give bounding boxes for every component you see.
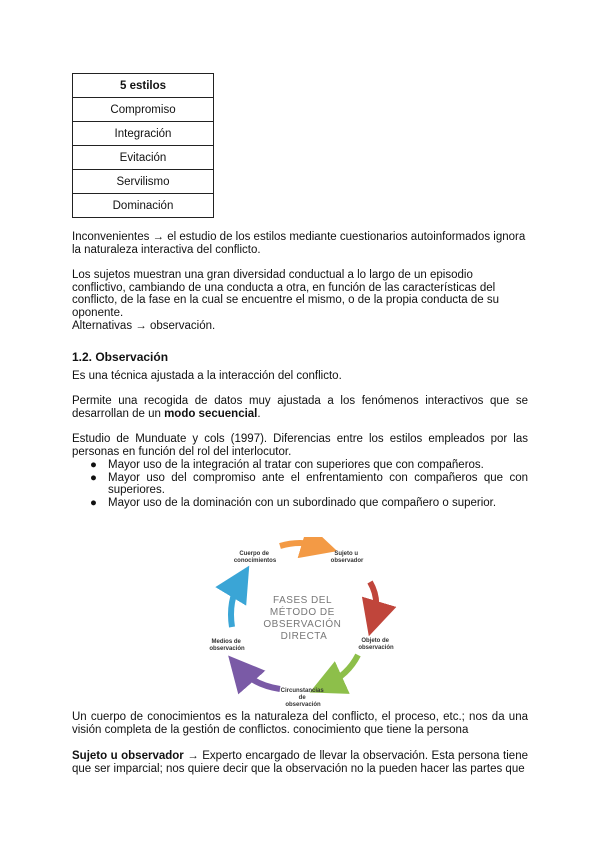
styles-table-cell: Integración: [73, 122, 214, 146]
styles-table: [72, 73, 214, 218]
bullet-text: Mayor uso de la integración al tratar con superiores que con compañeros.: [108, 459, 484, 471]
arrow-orange: [280, 543, 320, 546]
label-medios: [209, 639, 245, 652]
label-line: observación: [209, 646, 245, 652]
styles-table-cell: Evitación: [73, 146, 214, 170]
diagram-svg: [200, 537, 400, 709]
paragraph-sujetos: Los sujetos muestran una gran diversidad conductual a lo largo de un episodio conflictivo, cambiando de una conducta a otra, en función de las características del conflicto, de la fase en la cual se encuentre el mismo, o de la propia conducta de su oponente.: [72, 269, 500, 319]
label-line: observación: [285, 702, 321, 708]
label-line: Medios de: [211, 639, 241, 645]
diagram-center-title: [263, 595, 344, 642]
styles-table-cell: Compromiso: [73, 98, 214, 122]
label-line: Cuerpo de: [239, 551, 269, 557]
paragraph-estudio: Estudio de Munduate y cols (1997). Diferencias entre los estilos empleados por las personas en función del rol del interlocutor.: [72, 433, 528, 458]
paragraph-alternativas: Alternativas → observación.: [72, 320, 216, 332]
label-cuerpo: [234, 551, 277, 564]
bullet-text: Mayor uso de la dominación con un subordinado que compañero o superior.: [108, 496, 497, 509]
styles-table-cell: Dominación: [73, 194, 214, 218]
observation-phases-diagram: [200, 537, 400, 709]
bullet-icon: ●: [90, 496, 97, 509]
paragraph-cuerpo: Un cuerpo de conocimientos es la naturaleza del conflicto, el proceso, etc.; nos da una visión completa de la gestión de conflictos. conocimiento que tiene la persona: [72, 711, 528, 736]
section-heading: 1.2. Observación: [72, 350, 169, 364]
paragraph-sujeto-bold: Sujeto u observador: [72, 750, 184, 762]
paragraph-sujeto-text: → Experto encargado de llevar la observación. Esta persona tiene que ser imparcial; nos quiere decir que la observación no la pueden hacer las partes que: [72, 750, 528, 775]
paragraph-permite: [72, 395, 528, 420]
list-item: [72, 497, 528, 510]
list-item: [72, 459, 528, 472]
paragraph-inconvenientes: Inconvenientes → el estudio de los estilos mediante cuestionarios autoinformados ignora la naturaleza interactiva del conflicto.: [72, 231, 526, 256]
paragraph-permite-end: .: [257, 407, 261, 420]
label-line: Sujeto u: [334, 551, 358, 557]
paragraph-permite-text: Permite una recogida de datos muy ajustada a los fenómenos interactivos que se desarrollan de un: [72, 395, 528, 420]
list-item: [72, 472, 528, 497]
paragraph-sujeto-observador: [72, 750, 528, 775]
arrow-purple: [240, 669, 280, 689]
arrow-green: [326, 655, 358, 685]
label-circunstancias: [281, 688, 326, 708]
label-line: de: [298, 695, 306, 701]
label-sujeto: [331, 551, 364, 564]
paragraph-tecnica: Es una técnica ajustada a la interacción del conflicto.: [72, 370, 342, 382]
label-line: conocimientos: [233, 558, 277, 564]
arrow-red: [370, 582, 376, 619]
bullet-icon: ●: [90, 459, 97, 471]
center-line: FASES DEL: [273, 595, 332, 606]
center-line: MÉTODO DE: [269, 607, 335, 618]
styles-table-header: 5 estilos: [73, 74, 214, 98]
bullet-text: Mayor uso del compromiso ante el enfrentamiento con compañeros que con superiores.: [108, 471, 528, 496]
label-objeto: [358, 638, 394, 651]
bullet-list: [72, 459, 528, 509]
label-line: Circunstancias: [280, 688, 324, 694]
center-line: DIRECTA: [280, 631, 328, 642]
label-line: observación: [358, 645, 394, 651]
bullet-icon: ●: [90, 471, 97, 484]
label-line: Objeto de: [361, 638, 389, 644]
center-line: OBSERVACIÓN: [263, 619, 342, 630]
paragraph-permite-bold: modo secuencial: [164, 407, 258, 420]
styles-table-cell: Servilismo: [73, 170, 214, 194]
arrow-blue: [231, 581, 240, 627]
label-line: observador: [330, 558, 364, 564]
